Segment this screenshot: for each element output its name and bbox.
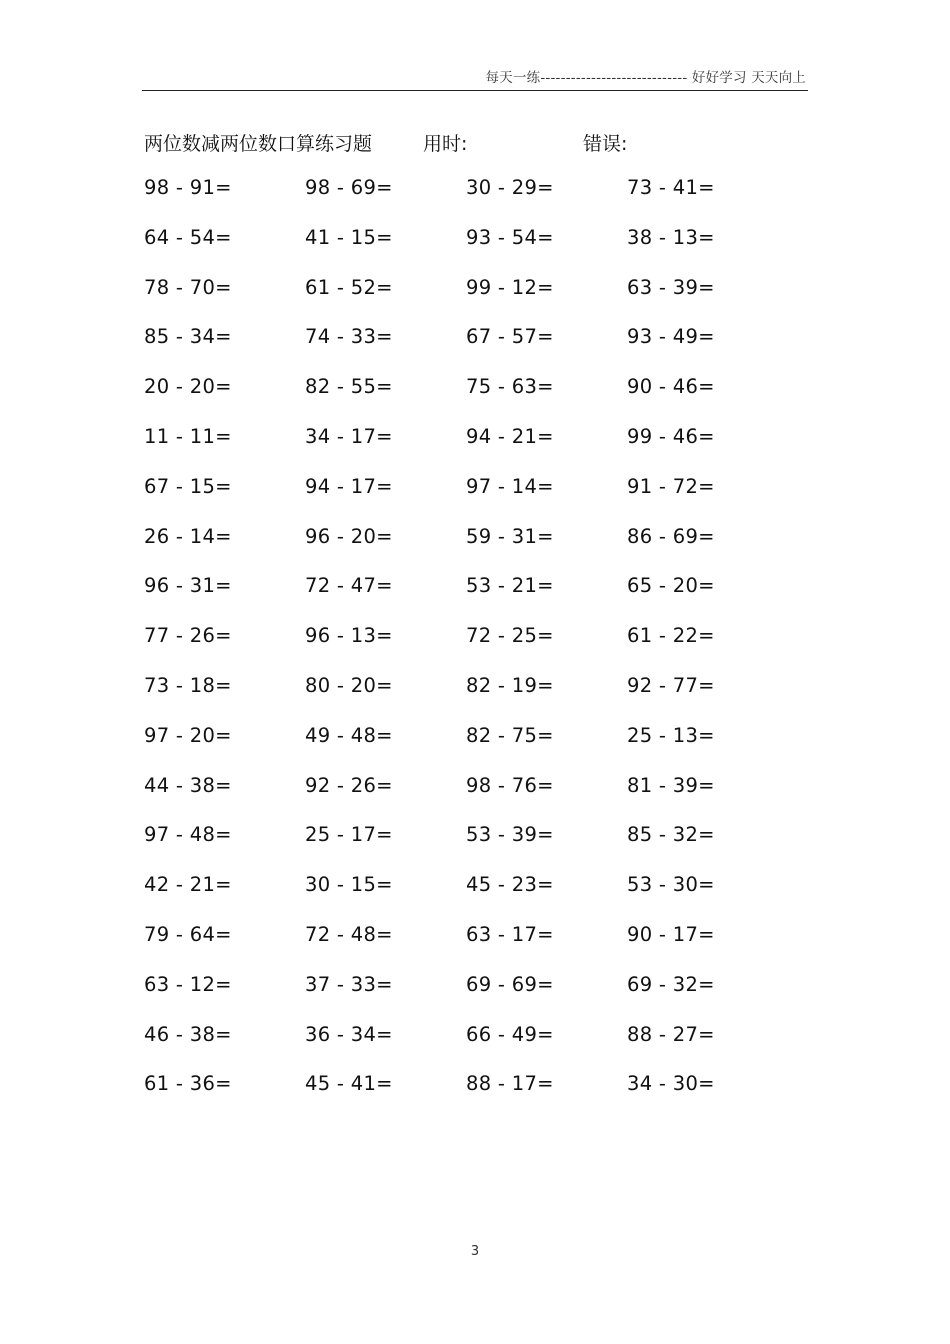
problem-item: 36 - 34= bbox=[305, 1022, 393, 1046]
problem-item: 45 - 41= bbox=[305, 1072, 393, 1096]
problem-item: 34 - 17= bbox=[305, 424, 393, 448]
problem-grid bbox=[0, 176, 950, 1122]
problem-row bbox=[0, 276, 950, 326]
problem-item: 11 - 11= bbox=[144, 424, 232, 448]
problem-row bbox=[0, 226, 950, 276]
problem-item: 97 - 20= bbox=[144, 723, 232, 747]
problem-item: 66 - 49= bbox=[466, 1022, 554, 1046]
problem-item: 79 - 64= bbox=[144, 922, 232, 946]
problem-item: 45 - 23= bbox=[466, 873, 554, 897]
time-label: 用时: bbox=[423, 133, 468, 155]
problem-item: 82 - 19= bbox=[466, 673, 554, 697]
problem-row bbox=[0, 525, 950, 575]
problem-item: 69 - 32= bbox=[627, 972, 715, 996]
page-header bbox=[142, 64, 808, 91]
problem-item: 26 - 14= bbox=[144, 524, 232, 548]
problem-item: 98 - 91= bbox=[144, 176, 232, 199]
error-label: 错误: bbox=[583, 133, 628, 155]
problem-row bbox=[0, 724, 950, 774]
problem-item: 82 - 75= bbox=[466, 723, 554, 747]
problem-row bbox=[0, 325, 950, 375]
worksheet-title: 两位数减两位数口算练习题 bbox=[144, 133, 373, 155]
problem-item: 90 - 17= bbox=[627, 922, 715, 946]
problem-item: 98 - 69= bbox=[305, 176, 393, 199]
problem-row bbox=[0, 475, 950, 525]
problem-row bbox=[0, 375, 950, 425]
worksheet-title-row bbox=[0, 129, 950, 159]
problem-item: 94 - 17= bbox=[305, 474, 393, 498]
problem-row bbox=[0, 823, 950, 873]
problem-row bbox=[0, 176, 950, 226]
problem-item: 42 - 21= bbox=[144, 873, 232, 897]
problem-row bbox=[0, 1072, 950, 1122]
problem-item: 97 - 48= bbox=[144, 823, 232, 847]
problem-item: 81 - 39= bbox=[627, 773, 715, 797]
problem-row bbox=[0, 1023, 950, 1073]
problem-item: 74 - 33= bbox=[305, 325, 393, 349]
problem-row bbox=[0, 923, 950, 973]
problem-item: 41 - 15= bbox=[305, 225, 393, 249]
problem-item: 73 - 18= bbox=[144, 673, 232, 697]
problem-item: 93 - 54= bbox=[466, 225, 554, 249]
problem-item: 96 - 20= bbox=[305, 524, 393, 548]
problem-item: 99 - 46= bbox=[627, 424, 715, 448]
problem-item: 20 - 20= bbox=[144, 375, 232, 399]
problem-item: 99 - 12= bbox=[466, 275, 554, 299]
page-number: 3 bbox=[470, 1244, 480, 1259]
problem-item: 73 - 41= bbox=[627, 176, 715, 199]
problem-item: 37 - 33= bbox=[305, 972, 393, 996]
problem-row bbox=[0, 624, 950, 674]
problem-item: 78 - 70= bbox=[144, 275, 232, 299]
problem-item: 65 - 20= bbox=[627, 574, 715, 598]
problem-item: 61 - 36= bbox=[144, 1072, 232, 1096]
problem-item: 82 - 55= bbox=[305, 375, 393, 399]
problem-item: 53 - 30= bbox=[627, 873, 715, 897]
problem-row bbox=[0, 774, 950, 824]
problem-item: 97 - 14= bbox=[466, 474, 554, 498]
problem-item: 96 - 13= bbox=[305, 624, 393, 648]
problem-row bbox=[0, 425, 950, 475]
problem-item: 34 - 30= bbox=[627, 1072, 715, 1096]
problem-item: 25 - 13= bbox=[627, 723, 715, 747]
problem-item: 67 - 15= bbox=[144, 474, 232, 498]
problem-item: 75 - 63= bbox=[466, 375, 554, 399]
problem-item: 92 - 26= bbox=[305, 773, 393, 797]
problem-row bbox=[0, 674, 950, 724]
problem-item: 49 - 48= bbox=[305, 723, 393, 747]
problem-item: 64 - 54= bbox=[144, 225, 232, 249]
problem-item: 72 - 48= bbox=[305, 922, 393, 946]
problem-row bbox=[0, 973, 950, 1023]
problem-item: 72 - 25= bbox=[466, 624, 554, 648]
problem-item: 63 - 39= bbox=[627, 275, 715, 299]
problem-item: 96 - 31= bbox=[144, 574, 232, 598]
problem-item: 38 - 13= bbox=[627, 225, 715, 249]
problem-item: 80 - 20= bbox=[305, 673, 393, 697]
problem-item: 46 - 38= bbox=[144, 1022, 232, 1046]
problem-item: 59 - 31= bbox=[466, 524, 554, 548]
problem-item: 94 - 21= bbox=[466, 424, 554, 448]
problem-row bbox=[0, 873, 950, 923]
problem-item: 53 - 39= bbox=[466, 823, 554, 847]
problem-item: 86 - 69= bbox=[627, 524, 715, 548]
header-text: 每天一练----------------------------- 好好学习 天天向上 bbox=[485, 70, 806, 86]
problem-item: 61 - 52= bbox=[305, 275, 393, 299]
problem-item: 91 - 72= bbox=[627, 474, 715, 498]
problem-item: 93 - 49= bbox=[627, 325, 715, 349]
problem-item: 69 - 69= bbox=[466, 972, 554, 996]
problem-item: 67 - 57= bbox=[466, 325, 554, 349]
problem-item: 72 - 47= bbox=[305, 574, 393, 598]
problem-item: 25 - 17= bbox=[305, 823, 393, 847]
problem-item: 44 - 38= bbox=[144, 773, 232, 797]
problem-row bbox=[0, 574, 950, 624]
problem-item: 77 - 26= bbox=[144, 624, 232, 648]
problem-item: 61 - 22= bbox=[627, 624, 715, 648]
problem-item: 98 - 76= bbox=[466, 773, 554, 797]
problem-item: 88 - 27= bbox=[627, 1022, 715, 1046]
problem-item: 63 - 17= bbox=[466, 922, 554, 946]
problem-item: 88 - 17= bbox=[466, 1072, 554, 1096]
problem-item: 85 - 32= bbox=[627, 823, 715, 847]
problem-item: 90 - 46= bbox=[627, 375, 715, 399]
problem-item: 92 - 77= bbox=[627, 673, 715, 697]
problem-item: 30 - 15= bbox=[305, 873, 393, 897]
problem-item: 63 - 12= bbox=[144, 972, 232, 996]
problem-item: 53 - 21= bbox=[466, 574, 554, 598]
problem-item: 85 - 34= bbox=[144, 325, 232, 349]
problem-item: 30 - 29= bbox=[466, 176, 554, 199]
